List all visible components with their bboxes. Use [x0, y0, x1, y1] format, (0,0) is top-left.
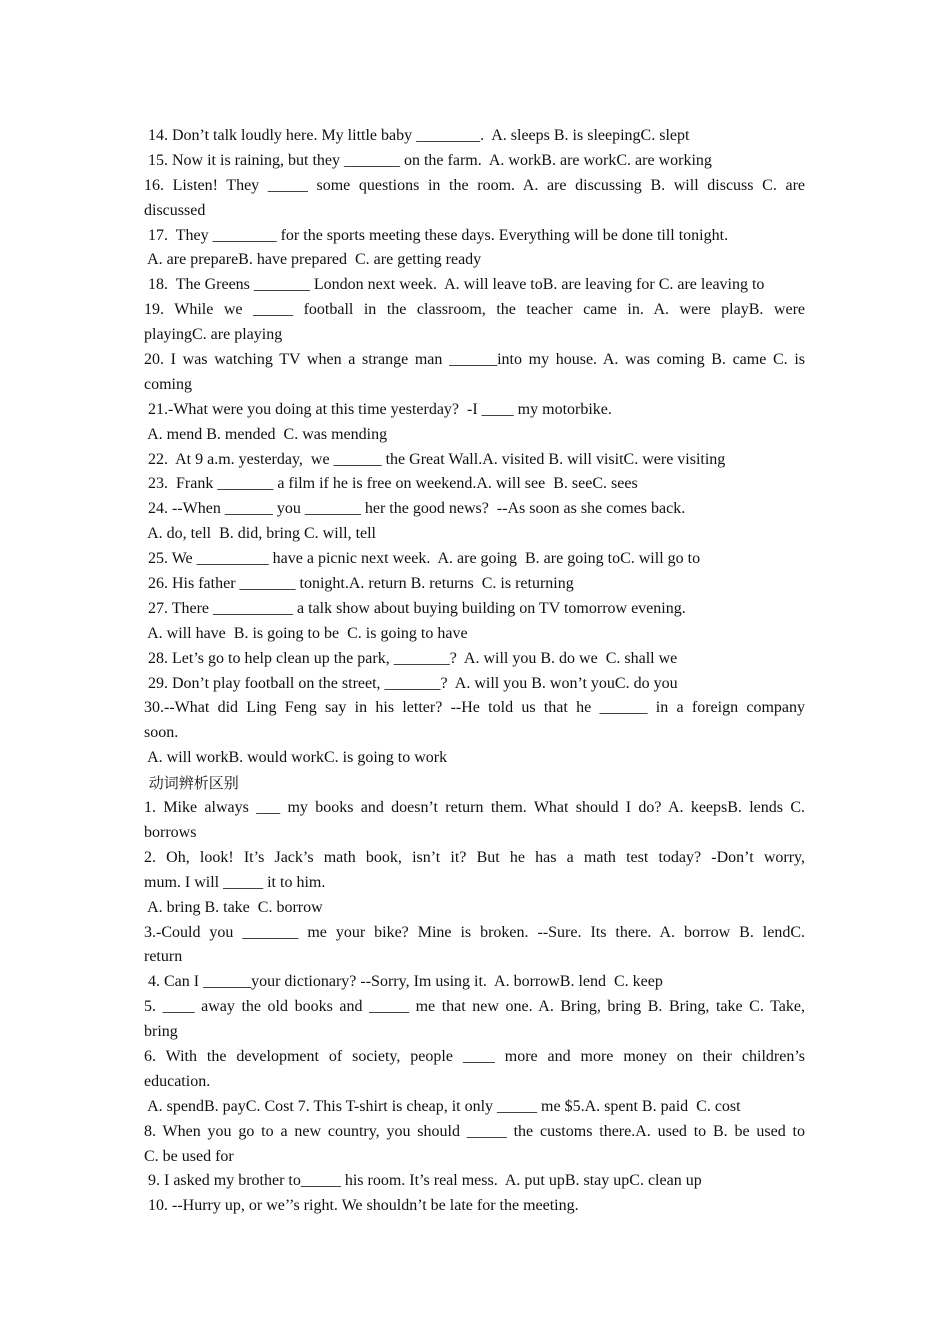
text-line: 22. At 9 a.m. yesterday, we ______ the Great Wall.A. visited B. will visitC. were visiting: [144, 450, 726, 468]
text-line: 4. Can I ______your dictionary? --Sorry, Im using it. A. borrowB. lend C. keep: [144, 973, 663, 991]
document-page: [144, 124, 805, 1219]
text-line: return: [144, 948, 183, 966]
text-line: discussed: [144, 201, 206, 219]
text-line: 3.-Could you _______ me your bike? Mine is broken. --Sure. Its there. A. borrow B. lendC.: [144, 923, 805, 941]
text-line: A. do, tell B. did, bring C. will, tell: [144, 525, 376, 543]
text-line: borrows: [144, 823, 197, 841]
text-line: 9. I asked my brother to_____ his room. It’s real mess. A. put upB. stay upC. clean up: [144, 1172, 702, 1190]
text-line: 10. --Hurry up, or we’’s right. We shouldn’t be late for the meeting.: [144, 1197, 579, 1215]
text-line: 29. Don’t play football on the street, _______? A. will you B. won’t youC. do you: [144, 674, 678, 692]
text-line: soon.: [144, 724, 179, 742]
text-line: A. spendB. payC. Cost 7. This T-shirt is cheap, it only _____ me $5.A. spent B. paid C. cost: [144, 1097, 741, 1115]
text-line: C. be used for: [144, 1147, 234, 1165]
text-line: 18. The Greens _______ London next week. A. will leave toB. are leaving for C. are leaving to: [144, 276, 765, 294]
text-line: 2. Oh, look! It’s Jack’s math book, isn’t it? But he has a math test today? -Don’t worry,: [144, 848, 805, 866]
text-line: A. will workB. would workC. is going to work: [144, 749, 448, 767]
text-line: 23. Frank _______ a film if he is free on weekend.A. will see B. seeC. sees: [144, 475, 638, 493]
text-line: A. bring B. take C. borrow: [144, 898, 323, 916]
text-line: playingC. are playing: [144, 326, 283, 344]
text-line: 17. They ________ for the sports meeting these days. Everything will be done till tonight.: [144, 226, 729, 244]
text-line: 25. We _________ have a picnic next week. A. are going B. are going toC. will go to: [144, 550, 701, 568]
text-line: 21.-What were you doing at this time yesterday? -I ____ my motorbike.: [144, 400, 612, 418]
text-line: A. are prepareB. have prepared C. are getting ready: [144, 251, 482, 269]
text-line: 26. His father _______ tonight.A. return B. returns C. is returning: [144, 575, 574, 593]
text-line: A. mend B. mended C. was mending: [144, 425, 388, 443]
text-line: 20. I was watching TV when a strange man ______into my house. A. was coming B. came C. is: [144, 351, 805, 369]
text-line: 1. Mike always ___ my books and doesn’t return them. What should I do? A. keepsB. lends C.: [144, 799, 805, 817]
text-line: 27. There __________ a talk show about buying building on TV tomorrow evening.: [144, 599, 686, 617]
text-line: 28. Let’s go to help clean up the park, _______? A. will you B. do we C. shall we: [144, 649, 678, 667]
text-line: 30.--What did Ling Feng say in his letter? --He told us that he ______ in a foreign company: [144, 699, 805, 717]
text-line: 6. With the development of society, people ____ more and more money on their children’s: [144, 1047, 805, 1065]
text-line: 5. ____ away the old books and _____ me that new one. A. Bring, bring B. Bring, take C. Take,: [144, 998, 805, 1016]
text-line: coming: [144, 375, 192, 393]
section-heading: 动词辨析区别: [144, 774, 239, 793]
text-line: 24. --When ______ you _______ her the good news? --As soon as she comes back.: [144, 500, 686, 518]
text-line: mum. I will _____ it to him.: [144, 873, 326, 891]
text-line: 19. While we _____ football in the classroom, the teacher came in. A. were playB. were: [144, 301, 805, 319]
text-line: bring: [144, 1023, 178, 1041]
text-line: education.: [144, 1072, 211, 1090]
text-line: 8. When you go to a new country, you should _____ the customs there.A. used to B. be used to: [144, 1122, 805, 1140]
text-line: 16. Listen! They _____ some questions in the room. A. are discussing B. will discuss C. are: [144, 176, 805, 194]
text-line: 14. Don’t talk loudly here. My little baby ________. A. sleeps B. is sleepingC. slept: [144, 127, 690, 144]
text-line: 15. Now it is raining, but they _______ on the farm. A. workB. are workC. are working: [144, 151, 712, 169]
text-line: A. will have B. is going to be C. is going to have: [144, 624, 468, 642]
